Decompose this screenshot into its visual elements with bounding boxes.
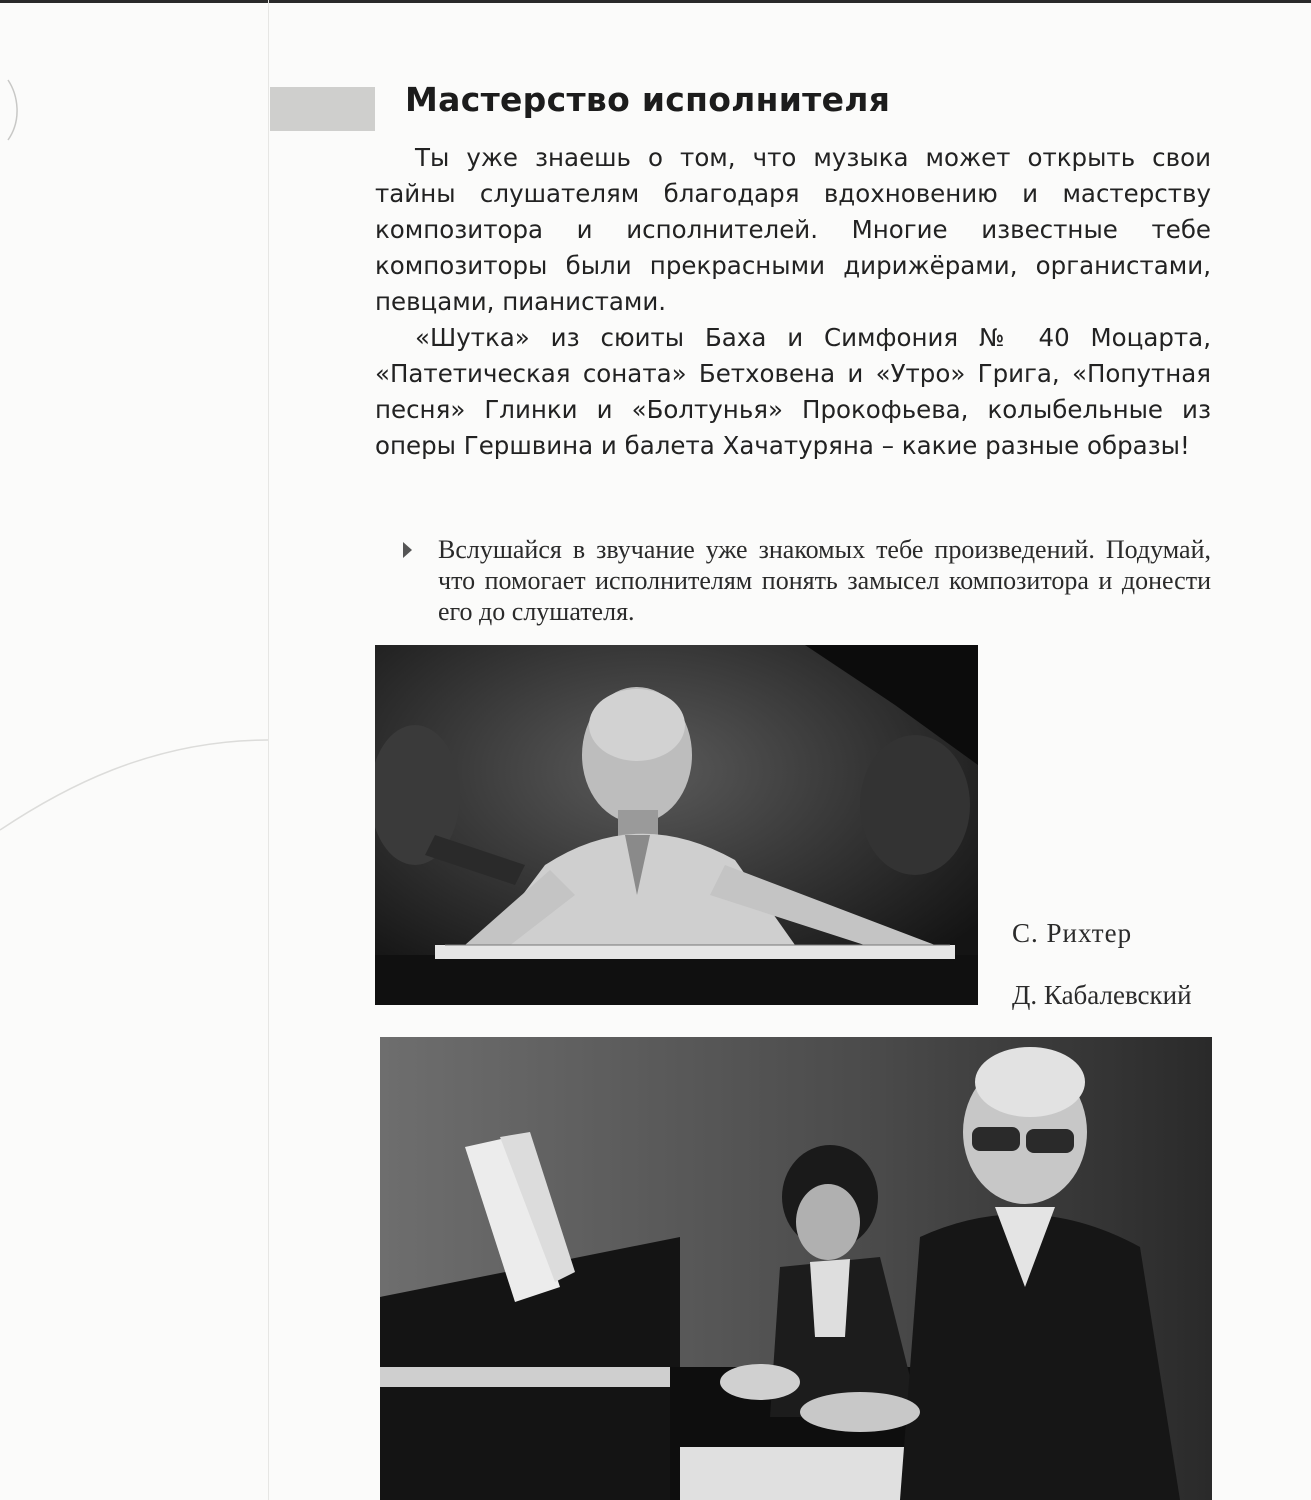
page-fold-curve xyxy=(0,0,270,900)
caption-richter: С. Рихтер xyxy=(1012,918,1133,948)
heading-marker-bar xyxy=(270,87,375,131)
task-text: Вслушайся в звучание уже знакомых тебе произведений. Подумай, что помогает исполнителям понять замысел композитора и донести его до слушателя. xyxy=(438,535,1211,626)
page-edge xyxy=(268,0,269,1500)
paragraph-2: «Шутка» из сюиты Баха и Симфония № 40 Моцарта, «Патетическая соната» Бетховена и «Утро» Грига, «Попутная песня» Глинки и «Болтунья» Прокофьева, колыбельные из оперы Гершвина и балета Хачатуряна – какие разные образы! xyxy=(375,323,1211,460)
body-text xyxy=(375,140,1211,464)
caption-kabalevsky: Д. Кабалевский xyxy=(1012,980,1192,1010)
listening-task xyxy=(405,534,1211,627)
photo-kabalevsky xyxy=(380,1037,1212,1500)
paragraph-1: Ты уже знаешь о том, что музыка может открыть свои тайны слушателям благодаря вдохновению и мастерству композитора и исполнителей. Многие известные тебе композиторы были прекрасными дирижёрами, органистами, певцами, пианистами. xyxy=(375,143,1211,316)
photo-richter xyxy=(375,645,978,1005)
triangle-bullet-icon xyxy=(403,542,412,558)
section-title: Мастерство исполнителя xyxy=(405,80,891,119)
